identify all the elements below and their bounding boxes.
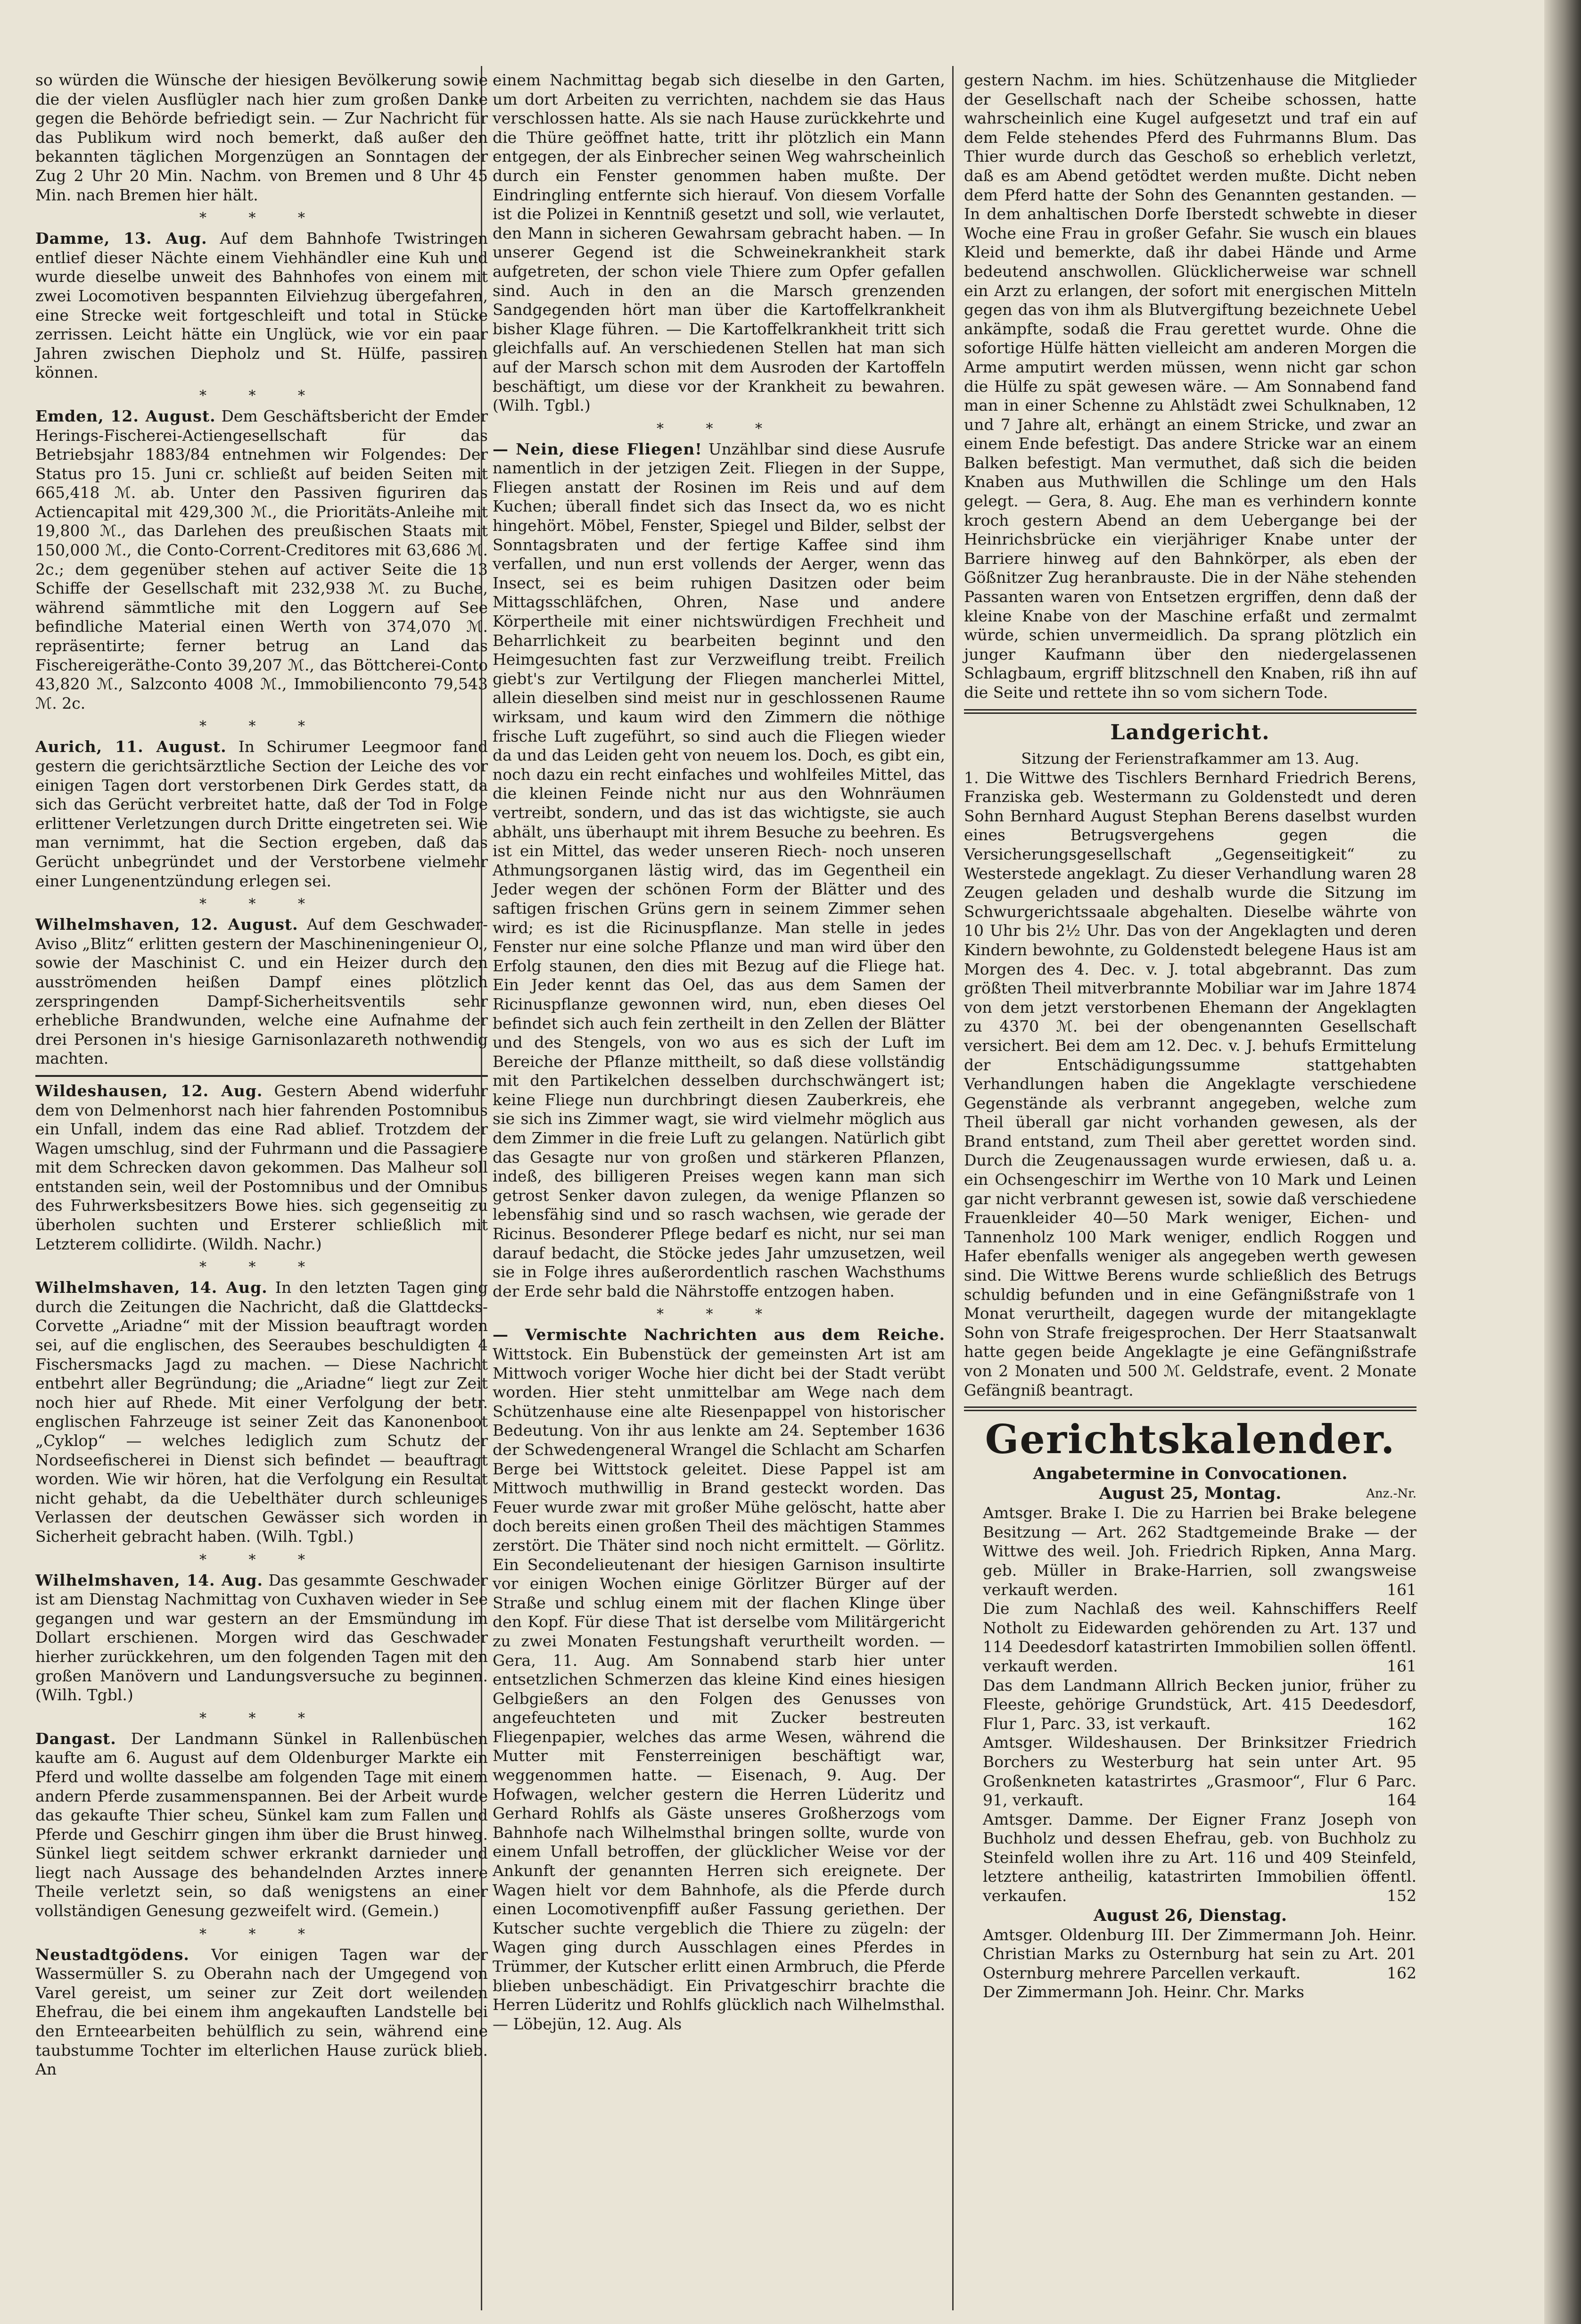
article-text: Der Landmann Sünkel in Rallenbüschen kaufte am 6. August auf dem Oldenburger Markte ein Pferd und wollte dasselbe am folgenden Tage mit einem andern Pferde zusammenspannen. Bei der Arbeit wurde das gekaufte Thier scheu, Sünkel kam zum Fallen und Pferde und Geschirr gingen ihm über die Brust hinweg. Sünkel liegt seitdem schwer erkrankt darnieder und liegt nach Aussage des behandelnden Arztes innere Theile verletzt sein, so daß wenigstens an einer vollständigen Genesung gezweifelt wird. (Gemein.) xyxy=(35,1729,488,1920)
article-text: Vor einigen Tagen war der Wassermüller S. zu Oberahn nach der Umgegend von Varel gereist, um seiner zur Zeit dort weilenden Ehefrau, die bei einem ihm angekauften Landstelle bei den Ernteearbeiten behülflich zu sein, während eine taubstumme Tochter im elterlichen Hause zurück blieb. An xyxy=(35,1945,488,2079)
entry-text: Der Zimmermann Joh. Heinr. Chr. Marks xyxy=(983,1983,1304,2001)
article-dateline: Wilhelmshaven, 14. Aug. xyxy=(35,1278,268,1297)
article-dangast xyxy=(35,1729,488,1921)
separator-asterisks: * * * xyxy=(199,1551,324,1568)
article-fliegen xyxy=(493,440,945,1301)
separator-asterisks: * * * xyxy=(199,1259,324,1276)
separator-asterisks: * * * xyxy=(199,718,324,735)
section-rule xyxy=(964,1406,1416,1411)
entry-text: Amtsger. Damme. Der Eigner Franz Joseph von Buchholz und dessen Ehefrau, geb. von Buchholz zu Steinfeld wollen ihre zu Art. 116 und 409 Steinfeld, letztere antheilig, katastrirten Immobilien öffentl. verkaufen. xyxy=(983,1810,1416,1905)
article-continuation xyxy=(35,71,488,205)
article-dateline: Damme, 13. Aug. xyxy=(35,229,207,248)
article-text: Gestern Abend widerfuhr dem von Delmenhorst nach hier fahrenden Postomnibus ein Unfall, indem das eine Rad ablief. Trotzdem der Wagen umschlug, sind der Fuhrmann und die Passagiere mit dem Schrecken davon gekommen. Das Malheur soll entstanden sein, weil der Postomnibus und der Omnibus des Fuhrwerksbesitzers Bowe hies. sich gegenseitig zu überholen suchten und Ersterer schließlich mit Letzterem collidirte. (Wildh. Nachr.) xyxy=(35,1081,488,1253)
entry-number: 162 xyxy=(1387,1963,1416,1982)
section-rule xyxy=(964,709,1416,714)
anzeige-number-label: Anz.-Nr. xyxy=(1366,1487,1416,1501)
page-binding-edge xyxy=(1544,0,1581,2324)
article-dateline: Emden, 12. August. xyxy=(35,406,216,425)
entry-text: Amtsger. Oldenburg III. Der Zimmermann Joh. Heinr. Christian Marks zu Osternburg hat sein zu Art. 201 Osternburg mehrere Parcellen verkauft. xyxy=(983,1925,1416,1982)
landgericht-title: Landgericht. xyxy=(1110,720,1270,744)
article-dateline: Wilhelmshaven, 14. Aug. xyxy=(35,1571,264,1589)
article-text: gestern Nachm. im hies. Schützenhause die Mitglieder der Gesellschaft nach der Scheibe schossen, hatte wahrscheinlich eine Kugel aufgesetzt und traf ein auf dem Felde stehendes Pferd des Fuhrmanns Blum. Das Thier wurde durch das Geschoß so erheblich verletzt, daß es am Abend getödtet werden mußte. Dicht neben dem Pferd hatte der Sohn des Genannten gestanden. — In dem anhaltischen Dorfe Iberstedt schwebte in dieser Woche eine Frau in großer Gefahr. Sie wusch ein blaues Kleid und bemerkte, daß ihr dabei Hände und Arme bedeutend anschwollen. Glücklicherweise war schnell ein Arzt zu erlangen, der sofort mit energischen Mitteln gegen das von ihm als Blutvergiftung bezeichnete Uebel ankämpfte, sodaß die Frau gerettet wurde. Ohne die sofortige Hülfe hätten vielleicht am anderen Morgen die Arme amputirt werden müssen, wenn nicht gar schon die Hülfe zu spät gewesen wäre. — Am Sonnabend fand man in einer Schenne zu Ahlstädt zwei Schulknaben, 12 und 7 Jahre alt, erhängt an einem Stricke, und zwar an einem Ende befestigt. Das andere Stricke war an einem Balken befestigt. Man vermuthet, daß sich die beiden Knaben aus Muthwillen die Schlinge um den Hals gelegt. — Gera, 8. Aug. Ehe man es verhindern konnte kroch gestern Abend an dem Uebergange bei der Heinrichsbrücke ein vierjähriger Knabe unter der Barriere hinweg auf den Bahnkörper, als eben der Gößnitzer Zug heranbrauste. Die in der Nähe stehenden Passanten waren von Entsetzen ergriffen, denn daß der kleine Knabe von der Maschine erfaßt und zermalmt würde, schien unvermeidlich. Da sprang plötzlich ein junger Kaufmann über den niedergelassenen Schlagbaum, ergriff blitzschnell den Knaben, riß ihn auf die Seite und rettete ihn so vom sichern Tode. xyxy=(964,71,1416,702)
article-dateline: Wilhelmshaven, 12. August. xyxy=(35,915,298,934)
landgericht-report xyxy=(964,769,1416,1400)
article-wilhelmshaven-2 xyxy=(35,1278,488,1546)
entry-number: 161 xyxy=(1387,1656,1416,1675)
article-continuation xyxy=(493,71,945,415)
kalender-entry xyxy=(964,1504,1416,1599)
separator-asterisks: * * * xyxy=(199,1710,324,1727)
landgericht-subtitle: Sitzung der Ferienstrafkammer am 13. Aug. xyxy=(1021,749,1359,768)
separator-asterisks: * * * xyxy=(199,896,324,913)
article-dateline: Wildeshausen, 12. Aug. xyxy=(35,1081,263,1100)
gerichtskalender-title: Gerichtskalender. xyxy=(985,1416,1396,1463)
article-text: Auf dem Bahnhofe Twistringen entlief dieser Nächte einem Viehhändler eine Kuh und wurde dieselbe unweit des Bahnhofes von einem mit zwei Locomotiven bespannten Eilviehzug übergefahren, eine Strecke weit fortgeschleift und total in Stücke zerrissen. Leicht hätte ein Unglück, wie vor ein paar Jahren zwischen Diepholz und St. Hülfe, passiren können. xyxy=(35,229,488,382)
article-vermischte-nachrichten xyxy=(493,1325,945,2034)
entry-text: Amtsger. Wildeshausen. Der Brinksitzer Friedrich Borchers zu Westerburg hat sein unter Art. 95 Großenkneten katastrirtes „Grasmoor“, Flur 6 Parc. 91, verkauft. xyxy=(983,1733,1416,1810)
article-neustadtgoedens xyxy=(35,1945,488,2079)
separator-asterisks: * * * xyxy=(199,1926,324,1943)
kalender-entry xyxy=(964,1733,1416,1810)
article-text: Wittstock. Ein Bubenstück der gemeinsten Art ist am Mittwoch voriger Woche hier dicht bei der Stadt verübt worden. Hier steht unmittelbar am Wege nach dem Schützenhause eine alte Riesenpappel von historischer Bedeutung. Von ihr aus lenkte am 24. September 1636 der Schwedengeneral Wrangel die Schlacht am Scharfen Berge bei Wittstock geleitet. Diese Pappel ist am Mittwoch muthwillig in Brand gesteckt worden. Das Feuer wurde zwar mit großer Mühe gelöscht, hatte aber doch bereits einen großen Theil des mächtigen Stammes zerstört. Die Thäter sind noch nicht ermittelt. — Görlitz. Ein Secondelieutenant der hiesigen Garnison insultirte vor einigen Wochen einige Görlitzer Bürger auf der Straße und schlug einem mit der flachen Klinge über den Kopf. Für diese That ist derselbe vom Militärgericht zu zwei Monaten Festungshaft verurtheilt worden. — Gera, 11. Aug. Am Sonnabend starb hier unter entsetzlichen Schmerzen das kleine Kind eines hiesigen Gelbgießers an den Folgen des Genusses von angefeuchteten und mit Zucker bestreuten Fliegenpapier, welches das arme Wesen, während die Mutter mit Fensterreinigen beschäftigt war, weggenommen hatte. — Eisenach, 9. Aug. Der Hofwagen, welcher gestern die Herren Lüderitz und Gerhard Rohlfs als Gäste unseres Großherzogs vom Bahnhofe nach Wilhelmsthal bringen sollte, wurde von einem Unfall betroffen, der glücklicher Weise vor der Ankunft der genannten Herren sich ereignete. Der Wagen hielt vor dem Bahnhofe, als die Pferde durch einen Locomotivenpfiff außer Fassung geriethen. Der Kutscher suchte vergeblich die Thiere zu zügeln: der Wagen ging durch Ausschlagen eines Pferdes in Trümmer, der Kutscher erlitt einen Armbruch, die Pferde blieben unbeschädigt. Ein Privatgeschirr brachte die Herren Lüderitz und Rohlfs glücklich nach Wilhelmsthal. — Löbejün, 12. Aug. Als xyxy=(493,1345,945,2033)
article-headline: — Nein, diese Fliegen! xyxy=(493,439,702,458)
article-dateline: Dangast. xyxy=(35,1729,116,1748)
gerichtskalender-day-heading xyxy=(964,1484,1416,1504)
article-headline: — Vermischte Nachrichten aus dem Reiche. xyxy=(493,1325,945,1344)
newspaper-column-2 xyxy=(493,71,945,2040)
kalender-entry xyxy=(964,1676,1416,1734)
article-dateline: Aurich, 11. August. xyxy=(35,737,227,756)
newspaper-column-1 xyxy=(35,71,488,2086)
day-label: August 25, Montag. xyxy=(1099,1484,1282,1504)
entry-number: 162 xyxy=(1387,1714,1416,1733)
section-rule xyxy=(35,1075,488,1077)
article-text: so würden die Wünsche der hiesigen Bevölkerung sowie die der vielen Ausflügler nach hier zum großen Danke gegen die Behörde befriedigt sein. — Zur Nachricht für das Publikum wird noch bemerkt, daß außer den bekannten täglichen Morgenzügen an Sonntagen der Zug 2 Uhr 20 Min. Nachm. von Bremen und 8 Uhr 45 Min. nach Bremen hier hält. xyxy=(35,71,488,204)
entry-number: 152 xyxy=(1387,1886,1416,1905)
article-dateline: Neustadtgödens. xyxy=(35,1945,189,1964)
article-continuation xyxy=(964,71,1416,703)
entry-number: 164 xyxy=(1387,1791,1416,1810)
gerichtskalender-day-heading xyxy=(964,1906,1416,1926)
kalender-entry xyxy=(964,1983,1416,2002)
gerichtskalender-subtitle: Angabetermine in Convocationen. xyxy=(1033,1464,1348,1484)
newspaper-column-3 xyxy=(964,71,1416,2002)
article-aurich xyxy=(35,737,488,891)
article-wilhelmshaven-3 xyxy=(35,1571,488,1705)
separator-asterisks: * * * xyxy=(656,420,782,437)
entry-number: 161 xyxy=(1387,1580,1416,1599)
article-text: Auf dem Geschwader-Aviso „Blitz“ erlitten gestern der Maschineningenieur O., sowie der Maschinist C. und ein Heizer durch den ausströmenden heißen Dampf eines plötzlich zerspringenden Dampf-Sicherheitsventils sehr erhebliche Brandwunden, welche eine Aufnahme der drei Personen in's hiesige Garnisonlazareth nothwendig machten. xyxy=(35,915,488,1068)
article-wilhelmshaven-1 xyxy=(35,915,488,1068)
kalender-entry xyxy=(964,1926,1416,1983)
article-text: 1. Die Wittwe des Tischlers Bernhard Friedrich Berens, Franziska geb. Westermann zu Goldenstedt und deren Sohn Bernhard August Stephan Berens daselbst wurden eines Betrugsvergehens gegen die Versicherungsgesellschaft „Gegenseitigkeit“ zu Westerstede angeklagt. Zu dieser Verhandlung waren 28 Zeugen geladen und deshalb wurde die Sitzung im Schwurgerichtssaale abgehalten. Dieselbe währte von 10 Uhr bis 2½ Uhr. Das von der Angeklagten und deren Kindern bewohnte, zu Goldenstedt belegene Haus ist am Morgen des 4. Dec. v. J. total abgebrannt. Das zum größten Theil mitverbrannte Mobiliar war im Jahre 1874 von dem jetzt verstorbenen Ehemann der Angeklagten zu 4370 ℳ. bei der obengenannten Gesellschaft versichert. Bei dem am 12. Dec. v. J. behufs Ermittelung der Entschädigungssumme stattgehabten Verhandlungen haben die Angeklagte verschiedene Gegenstände als verbrannt angegeben, welche zum Theil überall gar nicht vorhanden gewesen, als der Brand entstand, zum Theil aber gerettet worden sind. Durch die Zeugenaussagen wurde erwiesen, daß u. a. ein Ochsengeschirr im Werthe von 10 Mark und Leinen gar nicht verbrannt gewesen ist, sowie daß verschiedene Frauenkleider 40—50 Mark weniger, Eichen- und Tannenholz 100 Mark weniger, endlich Roggen und Hafer ebenfalls weniger als angegeben werth gewesen sind. Die Wittwe Berens wurde schließlich des Betrugs schuldig befunden und in eine Gefängnißstrafe von 1 Monat verurtheilt, dagegen wurde der mitangeklagte Sohn von Strafe freigesprochen. Der Herr Staatsanwalt hatte gegen beide Angeklagte je eine Gefängnißstrafe von 2 Monaten und 500 ℳ. Geldstrafe, event. 2 Monate Gefängniß beantragt. xyxy=(964,768,1416,1399)
separator-asterisks: * * * xyxy=(199,387,324,404)
entry-text: Amtsger. Brake I. Die zu Harrien bei Brake belegene Besitzung — Art. 262 Stadtgemeinde Brake — der Wittwe des weil. Joh. Friedrich Ripken, Anna Marg. geb. Müller in Brake-Harrien, soll zwangsweise verkauft werden. xyxy=(983,1504,1416,1599)
article-text: In Schirumer Leegmoor fand gestern die gerichtsärztliche Section der Leiche des vor einigen Tagen dort verstorbenen Dirk Gerdes statt, da sich das Gerücht verbreitet hatte, daß der Tod in Folge erlittener Verletzungen durch Dritte eingetreten sei. Wie man vernimmt, hat die Section ergeben, daß das Gerücht unbegründet und der Verstorbene vielmehr einer Lungenentzündung erlegen sei. xyxy=(35,737,488,890)
day-label: August 26, Dienstag. xyxy=(1093,1905,1287,1925)
entry-text: Das dem Landmann Allrich Becken junior, früher zu Fleeste, gehörige Grundstück, Art. 415 Deedesdorf, Flur 1, Parc. 33, ist verkauft. xyxy=(983,1676,1416,1733)
entry-text: Die zum Nachlaß des weil. Kahnschiffers Reelf Notholt zu Eidewarden gehörenden zu Art. 137 und 114 Deedesdorf katastrirten Immobilien sollen öffentl. verkauft werden. xyxy=(983,1599,1416,1675)
article-text: Das gesammte Geschwader ist am Dienstag Nachmittag von Cuxhaven wieder in See gegangen und war gestern an der Emsmündung im Dollart erschienen. Morgen wird das Geschwader hierher zurückkehren, um den folgenden Tagen mit den großen Manövern und Landungsversuche zu beginnen. (Wilh. Tgbl.) xyxy=(35,1571,488,1704)
article-text: einem Nachmittag begab sich dieselbe in den Garten, um dort Arbeiten zu verrichten, nachdem sie das Haus verschlossen hatte. Als sie nach Hause zurückkehrte und die Thüre geöffnet hatte, tritt ihr plötzlich ein Mann entgegen, der als Einbrecher seinen Weg wahrscheinlich durch ein Fenster genommen haben mußte. Der Eindringling entfernte sich hierauf. Von diesem Vorfalle ist die Polizei in Kenntniß gesetzt und soll, wie verlautet, den Mann in sicheren Gewahrsam gebracht haben. — In unserer Gegend ist die Schweinekrankheit stark aufgetreten, der schon viele Thiere zum Opfer gefallen sind. Auch in den an die Marsch grenzenden Sandgegenden hört man über die Kartoffelkrankheit bisher Klage führen. — Die Kartoffelkrankheit tritt sich gleichfalls auf. An verschiedenen Stellen hat man sich auf der Marsch schon mit dem Ausroden der Kartoffeln beschäftigt, um diese vor der Krankheit zu bewahren. (Wilh. Tgbl.) xyxy=(493,71,945,415)
article-text: In den letzten Tagen ging durch die Zeitungen die Nachricht, daß die Glattdecks-Corvette „Ariadne“ mit der Mission beauftragt worden sei, auf die englischen, des Seeraubes beschuldigten 4 Fischersmacks Jagd zu machen. — Diese Nachricht entbehrt aller Begründung; die „Ariadne“ liegt zur Zeit noch hier auf Rhede. Mit einer Verfolgung der betr. englischen Fahrzeuge ist seiner Zeit das Kanonenboot „Cyklop“ — welches lediglich zum Schutz der Nordseefischerei in Dienst sich befindet — beauftragt worden. Wie wir hören, hat die Verfolgung ein Resultat nicht gehabt, da die Uebelthäter durch schleuniges Verlassen der deutschen Gewässer sich worden in Sicherheit gebracht haben. (Wilh. Tgbl.) xyxy=(35,1278,488,1546)
column-divider-right xyxy=(952,66,954,2310)
kalender-entry xyxy=(964,1599,1416,1676)
article-text: Unzählbar sind diese Ausrufe namentlich in der jetzigen Zeit. Fliegen in der Suppe, Fliegen anstatt der Rosinen im Reis und auf dem Kuchen; überall findet sich das Insect da, wo es nicht hingehört. Möbel, Fenster, Spiegel und Bilder, selbst der Sonntagsbraten und der fertige Kaffee sind ihm verfallen, und nun erst vollends der Aerger, wenn das Insect, sei es beim ruhigen Dasitzen oder beim Mittagsschläfchen, Ohren, Nase und andere Körpertheile mit einer nichtswürdigen Frechheit und Beharrlichkeit zu bearbeiten beginnt und den Heimgesuchten fast zur Verzweiflung treibt. Freilich giebt's zur Vertilgung der Fliegen mancherlei Mittel, allein dieselben sind meist nur in geschlossenen Raume wirksam, und kaum wird den Zimmern die nöthige frische Luft zugeführt, so sind auch die Fliegen wieder da und das Leiden geht von neuem los. Doch, es gibt ein, noch dazu ein recht einfaches und wohlfeiles Mittel, das die kleinen Feinde nicht nur aus den Wohnräumen vertreibt, sondern, und das ist das wichtigste, sie auch abhält, uns überhaupt mit ihrem Besuche zu beehren. Es ist ein Mittel, das weder unseren Riech- noch unseren Athmungsorganen lästig wird, das im Gegentheil ein Jeder wegen der schönen Form der Blätter und des saftigen frischen Grüns gern in seinem Zimmer sehen wird; es ist die Ricinuspflanze. Man stelle in jedes Fenster nur eine solche Pflanze und man wird über den Erfolg staunen, den dies mit Bezug auf die Fliege hat. Ein Jeder kennt das Oel, das aus dem Samen der Ricinuspflanze gewonnen wird, nun, eben dieses Oel befindet sich auch fein zertheilt in den Zellen der Blätter und des Stengels, von wo aus es sich der Luft im Bereiche der Pflanze mittheilt, so daß diese vollständig mit den Partikelchen desselben durchschwängert ist; keine Fliege nun durchbringt diesen Zauberkreis, ehe sie sich ins Zimmer wagt, sie wird vielmehr möglich aus dem Zimmer in die freie Luft zu gelangen. Natürlich gibt das Gesagte nur von großen und stärkeren Pflanzen, indeß, des billigeren Preises wegen kann man sich getrost Senker davon zulegen, da wenige Pflanzen so lebensfähig sind und so rasch wachsen, wie gerade der Ricinus. Besonderer Pflege bedarf es nicht, nur sei man darauf bedacht, die Stöcke jedes Jahr umzusetzen, weil sie in Folge ihres außerordentlich raschen Wachsthums der Erde sehr bald die Nährstoffe entzogen haben. xyxy=(493,439,945,1300)
article-wildeshausen xyxy=(35,1082,488,1254)
article-emden xyxy=(35,407,488,713)
article-damme xyxy=(35,229,488,382)
separator-asterisks: * * * xyxy=(656,1306,782,1323)
article-text: Dem Geschäftsbericht der Emder Herings-Fischerei-Actiengesellschaft für das Betriebsjahr 1883/84 entnehmen wir Folgendes: Der Status pro 15. Juni cr. schließt auf beiden Seiten mit 665,418 ℳ. ab. Unter den Passiven figuriren das Actiencapital mit 429,300 ℳ., die Prioritäts-Anleihe mit 19,800 ℳ., das Darlehen des preußischen Staats mit 150,000 ℳ., die Conto-Corrent-Creditores mit 63,686 ℳ. 2c.; dem gegenüber stehen auf activer Seite die 13 Schiffe der Gesellschaft mit 232,938 ℳ. zu Buche, während sämmtliche mit den Loggern auf See befindliche Material einen Werth von 374,070 ℳ. repräsentirte; ferner betrug an Land das Fischereigeräthe-Conto 39,207 ℳ., das Böttcherei-Conto 43,820 ℳ., Salzconto 4008 ℳ., Immobilienconto 79,543 ℳ. 2c. xyxy=(35,406,488,712)
separator-asterisks: * * * xyxy=(199,210,324,227)
kalender-entry xyxy=(964,1810,1416,1906)
